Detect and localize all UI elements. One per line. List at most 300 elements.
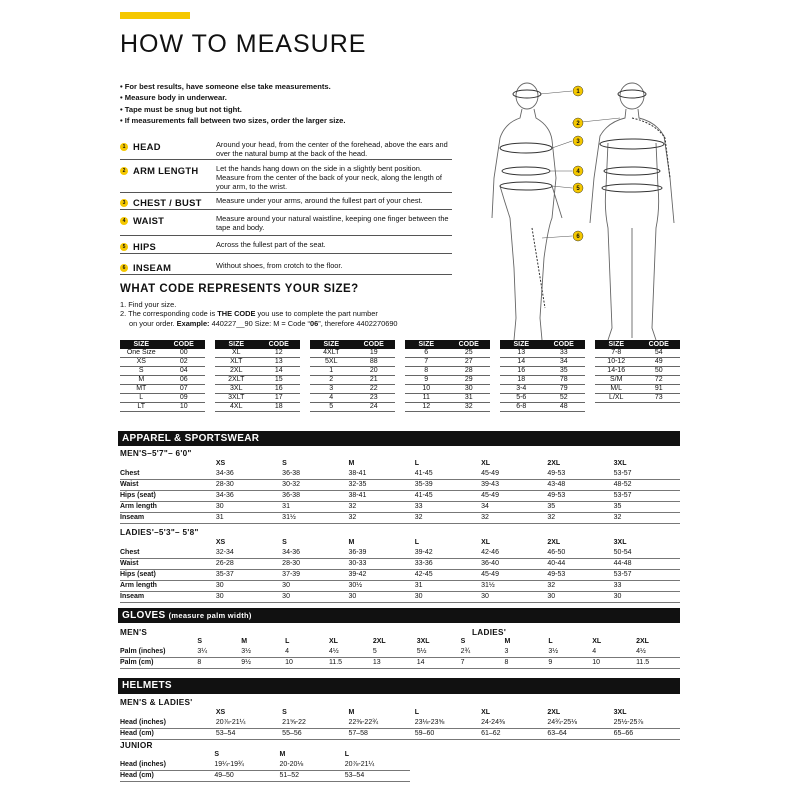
value-cell: 5 [373, 647, 417, 658]
table-row [120, 403, 205, 412]
value-cell: 11.5 [636, 658, 680, 669]
value-cell: 11.5 [329, 658, 373, 669]
value-cell: 32-34 [216, 548, 282, 559]
code-cell: 21 [353, 376, 396, 385]
value-cell: 28-30 [216, 480, 282, 491]
code-cell: 29 [448, 376, 491, 385]
row-label: Arm length [120, 581, 216, 592]
code-header: CODE [258, 340, 301, 349]
value-cell: 19¼-19¾ [214, 760, 279, 771]
table-row [310, 376, 395, 385]
size-cell: 8 [405, 367, 448, 376]
size-cell: S/M [595, 376, 638, 385]
size-cell: 9 [405, 376, 448, 385]
value-cell: 31½ [481, 581, 547, 592]
measure-row-inseam [120, 261, 452, 275]
value-cell: 4 [592, 647, 636, 658]
table-row [120, 385, 205, 394]
code-cell: 24 [353, 403, 396, 412]
value-cell: 30 [348, 592, 414, 603]
row-label: Chest [120, 548, 216, 559]
size-header: SIZE [595, 340, 638, 349]
badge-6: 6 [576, 234, 580, 240]
table-row [405, 394, 490, 403]
value-cell: 51–52 [280, 771, 345, 782]
value-cell: 32-35 [348, 480, 414, 491]
number-badge: 1 [120, 143, 128, 151]
ladies-apparel-title: LADIES'–5'3"– 5'8" [120, 528, 199, 537]
table-row [215, 349, 300, 358]
badge-4: 4 [576, 169, 580, 175]
measure-description: Measure around your natural waistline, keeping one finger between the tape and body. [216, 214, 449, 233]
size-header: 2XL [547, 460, 561, 468]
size-header: M [279, 751, 286, 759]
value-cell: 32 [348, 502, 414, 513]
value-cell: 33 [614, 581, 680, 592]
code-header: CODE [353, 340, 396, 349]
value-cell: 24-24⅜ [481, 718, 547, 729]
table-row [120, 480, 680, 491]
measure-description: Around your head, from the center of the forehead, above the ears and over the natural bump at the back of the head. [216, 140, 448, 159]
code-cell: 33 [543, 349, 586, 358]
row-label: Chest [120, 469, 216, 480]
table-row [405, 403, 490, 412]
size-header: L [414, 460, 420, 468]
size-header: XS [215, 709, 226, 717]
value-cell: 31½ [282, 513, 348, 524]
code-header: CODE [163, 340, 206, 349]
value-cell: 32 [547, 513, 613, 524]
value-cell: 43-48 [547, 480, 613, 491]
code-cell: 52 [543, 394, 586, 403]
size-header: L [414, 709, 420, 717]
value-cell: 36-38 [282, 491, 348, 502]
value-cell: 33-36 [415, 559, 481, 570]
value-cell: 45-49 [481, 491, 547, 502]
number-badge: 4 [120, 217, 128, 225]
code-header: CODE [543, 340, 586, 349]
size-cell: 6 [405, 349, 448, 358]
value-cell: 33 [415, 502, 481, 513]
size-cell: M/L [595, 385, 638, 394]
value-cell: 32 [415, 513, 481, 524]
table-row [405, 367, 490, 376]
value-cell: 53–54 [345, 771, 410, 782]
row-label: Head (inches) [120, 760, 214, 771]
table-row [215, 376, 300, 385]
code-cell: 15 [258, 376, 301, 385]
value-cell: 22⅜-22¾ [348, 718, 414, 729]
value-cell: 30 [216, 502, 282, 513]
size-cell: 3XLT [215, 394, 258, 403]
accent-bar [120, 12, 190, 19]
row-label: Head (cm) [120, 771, 214, 782]
value-cell: 31 [415, 581, 481, 592]
value-cell: 20⅞-21¼ [216, 718, 282, 729]
code-cell: 06 [163, 376, 206, 385]
value-cell: 61–62 [481, 729, 547, 740]
value-cell: 34-36 [282, 548, 348, 559]
value-cell: 35 [614, 502, 680, 513]
value-cell: 34-36 [216, 491, 282, 502]
code-cell: 23 [353, 394, 396, 403]
table-row [120, 548, 680, 559]
code-cell: 54 [638, 349, 681, 358]
code-cell: 30 [448, 385, 491, 394]
table-row [310, 349, 395, 358]
value-cell: 32 [614, 513, 680, 524]
value-cell: 3 [504, 647, 548, 658]
size-cell: 4XL [215, 403, 258, 412]
body-measurement-illustration [470, 78, 685, 348]
table-row [120, 358, 205, 367]
table-row [120, 367, 205, 376]
table-row [405, 349, 490, 358]
size-cell: 13 [500, 349, 543, 358]
value-cell: 30 [547, 592, 613, 603]
size-cell: 14 [500, 358, 543, 367]
code-cell: 00 [163, 349, 206, 358]
size-cell: 10 [405, 385, 448, 394]
table-row [595, 367, 680, 376]
size-header: L [344, 751, 350, 759]
size-header: SIZE [120, 340, 163, 349]
size-header: S [282, 539, 287, 547]
code-cell: 04 [163, 367, 206, 376]
size-cell: 3-4 [500, 385, 543, 394]
size-cell: L/XL [595, 394, 638, 403]
table-row [595, 358, 680, 367]
size-cell: 16 [500, 367, 543, 376]
code-cell: 91 [638, 385, 681, 394]
number-badge: 5 [120, 243, 128, 251]
size-header: 2XL [547, 539, 561, 547]
size-cell: 3 [310, 385, 353, 394]
value-cell: 53-57 [614, 570, 680, 581]
table-row [120, 647, 680, 658]
value-cell: 30-32 [282, 480, 348, 491]
value-cell: 3½ [241, 647, 285, 658]
size-cell: MT [120, 385, 163, 394]
size-header: XL [592, 638, 602, 646]
code-cell: 19 [353, 349, 396, 358]
code-cell: 50 [638, 367, 681, 376]
code-cell: 78 [543, 376, 586, 385]
value-cell: 38-41 [348, 491, 414, 502]
code-cell: 10 [163, 403, 206, 412]
value-cell: 57–58 [348, 729, 414, 740]
apparel-heading: APPAREL & SPORTSWEAR [118, 431, 680, 446]
value-cell: 8 [197, 658, 241, 669]
value-cell: 13 [373, 658, 417, 669]
size-cell: L [120, 394, 163, 403]
value-cell: 41-45 [415, 491, 481, 502]
table-row [405, 358, 490, 367]
table-row [595, 376, 680, 385]
code-header: CODE [448, 340, 491, 349]
size-code-table [310, 340, 395, 412]
size-cell: 14-16 [595, 367, 638, 376]
table-row [595, 403, 680, 412]
row-label: Inseam [120, 592, 216, 603]
code-section-heading: WHAT CODE REPRESENTS YOUR SIZE? [120, 283, 359, 295]
badge-1: 1 [576, 89, 580, 95]
value-cell: 3½ [548, 647, 592, 658]
measure-label: ARM LENGTH [133, 165, 199, 176]
code-steps [120, 300, 398, 328]
value-cell: 28-30 [282, 559, 348, 570]
value-cell: 20⅞-21¼ [345, 760, 410, 771]
value-cell: 32 [547, 581, 613, 592]
size-cell: 18 [500, 376, 543, 385]
value-cell: 4½ [329, 647, 373, 658]
measure-label: WAIST [133, 215, 165, 226]
value-cell: 36-40 [481, 559, 547, 570]
size-code-table [405, 340, 490, 412]
code-header: CODE [638, 340, 681, 349]
size-cell: 2XL [215, 367, 258, 376]
table-row [310, 394, 395, 403]
size-header: XS [215, 539, 226, 547]
size-cell: 7 [405, 358, 448, 367]
badge-3: 3 [576, 139, 580, 145]
value-cell: 53-57 [614, 491, 680, 502]
junior-helmets-table [120, 750, 410, 782]
value-cell: 49-53 [547, 570, 613, 581]
row-label: Inseam [120, 513, 216, 524]
code-cell: 79 [543, 385, 586, 394]
measure-description: Across the fullest part of the seat. [216, 240, 326, 249]
table-row [120, 502, 680, 513]
code-cell: 02 [163, 358, 206, 367]
size-cell: 3XL [215, 385, 258, 394]
table-row [120, 729, 680, 740]
value-cell: 55–56 [282, 729, 348, 740]
code-cell: 88 [353, 358, 396, 367]
row-label: Head (cm) [120, 729, 216, 740]
code-cell: 18 [258, 403, 301, 412]
measure-description: Without shoes, from crotch to the floor. [216, 261, 343, 270]
value-cell: 41-45 [415, 469, 481, 480]
value-cell: 39-42 [415, 548, 481, 559]
measure-row-waist [120, 214, 452, 236]
size-header: L [285, 638, 290, 646]
value-cell: 42-46 [481, 548, 547, 559]
value-cell: 65–66 [614, 729, 680, 740]
value-cell: 39-42 [348, 570, 414, 581]
measure-row-head [120, 140, 452, 160]
step-1: 1. Find your size. [120, 300, 177, 309]
code-cell: 27 [448, 358, 491, 367]
value-cell: 30 [216, 581, 282, 592]
value-cell: 40-44 [547, 559, 613, 570]
value-cell: 50-54 [614, 548, 680, 559]
measure-description: Measure under your arms, around the fullest part of your chest. [216, 196, 423, 205]
value-cell: 37-39 [282, 570, 348, 581]
code-cell: 25 [448, 349, 491, 358]
table-row [595, 394, 680, 403]
step-2: 2. The corresponding code is THE CODE you use to complete the part number [120, 309, 378, 319]
value-cell: 53–54 [216, 729, 282, 740]
code-cell: 72 [638, 376, 681, 385]
measure-row-arm-length [120, 164, 452, 193]
value-cell: 9½ [241, 658, 285, 669]
size-cell: 6-8 [500, 403, 543, 412]
size-header: 2XL [636, 638, 649, 646]
size-header: 3XL [613, 709, 627, 717]
code-cell: 32 [448, 403, 491, 412]
row-label: Arm length [120, 502, 216, 513]
code-cell: 16 [258, 385, 301, 394]
table-row [215, 394, 300, 403]
measuring-tips [120, 81, 345, 127]
value-cell: 44-48 [614, 559, 680, 570]
value-cell: 53-57 [614, 469, 680, 480]
value-cell: 4 [285, 647, 329, 658]
size-cell: S [120, 367, 163, 376]
number-badge: 6 [120, 264, 128, 272]
value-cell: 7 [461, 658, 505, 669]
value-cell: 49–50 [214, 771, 279, 782]
junior-helmets-title: JUNIOR [120, 741, 153, 750]
table-row [405, 376, 490, 385]
row-label: Head (inches) [120, 718, 216, 729]
size-cell: 1 [310, 367, 353, 376]
row-label: Hips (seat) [120, 570, 216, 581]
table-row [120, 394, 205, 403]
value-cell: 30 [282, 592, 348, 603]
size-header: S [460, 638, 466, 646]
value-cell: 32 [481, 513, 547, 524]
table-row [120, 570, 680, 581]
table-row [310, 358, 395, 367]
measure-label: CHEST / BUST [133, 197, 202, 208]
value-cell: 20-20⅛ [280, 760, 345, 771]
code-cell: 48 [543, 403, 586, 412]
size-header: S [282, 709, 287, 717]
tip: • If measurements fall between two sizes, order the larger size. [120, 116, 346, 126]
size-cell: XLT [215, 358, 258, 367]
table-row [310, 367, 395, 376]
size-cell: XL [215, 349, 258, 358]
size-header: M [348, 460, 355, 468]
value-cell: 36-39 [348, 548, 414, 559]
size-header: M [348, 539, 355, 547]
value-cell: 4½ [636, 647, 680, 658]
table-row [405, 385, 490, 394]
size-header: S [197, 638, 202, 646]
value-cell: 31 [282, 502, 348, 513]
code-cell: 49 [638, 358, 681, 367]
table-row [310, 385, 395, 394]
ladies-gloves-title: LADIES' [472, 628, 507, 637]
size-cell: XS [120, 358, 163, 367]
table-row [500, 349, 585, 358]
size-cell: One Size [120, 349, 163, 358]
value-cell: 25½-25⅞ [614, 718, 680, 729]
value-cell: 10 [592, 658, 636, 669]
value-cell: 35-37 [216, 570, 282, 581]
value-cell: 30 [282, 581, 348, 592]
measure-row-hips [120, 240, 452, 254]
value-cell: 48-52 [614, 480, 680, 491]
code-cell: 22 [353, 385, 396, 394]
adult-helmets-title: MEN'S & LADIES' [120, 698, 193, 707]
size-cell: 7-8 [595, 349, 638, 358]
value-cell: 59–60 [415, 729, 481, 740]
table-header-row [120, 708, 680, 718]
code-cell: 17 [258, 394, 301, 403]
value-cell: 45-49 [481, 469, 547, 480]
size-cell: 5-6 [500, 394, 543, 403]
value-cell: 24¾-25⅛ [547, 718, 613, 729]
table-row [500, 403, 585, 412]
size-cell: 4 [310, 394, 353, 403]
measure-description: Let the hands hang down on the side in a slightly bent position. Measure from the center of the back of your neck, along the length of your arm, to the wrist. [216, 164, 442, 192]
size-header: 3XL [416, 638, 430, 646]
size-cell: M [120, 376, 163, 385]
size-code-table [595, 340, 680, 411]
adult-helmets-table [120, 708, 680, 740]
tip: • For best results, have someone else take measurements. [120, 82, 331, 91]
value-cell: 49-53 [547, 491, 613, 502]
size-cell: 12 [405, 403, 448, 412]
value-cell: 36-38 [282, 469, 348, 480]
ladies-apparel-table [120, 538, 680, 603]
value-cell: 10 [285, 658, 329, 669]
value-cell: 30-33 [348, 559, 414, 570]
code-cell: 13 [258, 358, 301, 367]
table-row [120, 469, 680, 480]
size-cell: 11 [405, 394, 448, 403]
size-header: S [214, 751, 219, 759]
code-cell: 34 [543, 358, 586, 367]
row-label: Palm (cm) [120, 658, 197, 669]
value-cell: 9 [548, 658, 592, 669]
size-header: 3XL [613, 539, 627, 547]
size-cell: 2XLT [215, 376, 258, 385]
value-cell: 14 [417, 658, 461, 669]
value-cell: 2¾ [461, 647, 505, 658]
size-cell: 5XL [310, 358, 353, 367]
row-label: Waist [120, 480, 216, 491]
table-row [120, 559, 680, 570]
size-header: 3XL [613, 460, 627, 468]
code-cell: 09 [163, 394, 206, 403]
value-cell: 46-50 [547, 548, 613, 559]
value-cell: 38-41 [348, 469, 414, 480]
size-cell: 5 [310, 403, 353, 412]
tip: • Measure body in underwear. [120, 93, 227, 103]
page-title: HOW TO MEASURE [120, 30, 367, 58]
code-cell: 73 [638, 394, 681, 403]
table-row [500, 385, 585, 394]
badge-2: 2 [576, 121, 580, 127]
size-cell [595, 403, 638, 412]
code-cell: 31 [448, 394, 491, 403]
value-cell: 35-39 [415, 480, 481, 491]
value-cell: 23⅛-23⅝ [415, 718, 481, 729]
row-label: Hips (seat) [120, 491, 216, 502]
value-cell: 45-49 [481, 570, 547, 581]
mens-apparel-table [120, 459, 680, 524]
value-cell: 5½ [417, 647, 461, 658]
code-cell: 12 [258, 349, 301, 358]
size-cell: 10-12 [595, 358, 638, 367]
table-row [120, 760, 410, 771]
badge-5: 5 [576, 186, 580, 192]
table-row [120, 349, 205, 358]
